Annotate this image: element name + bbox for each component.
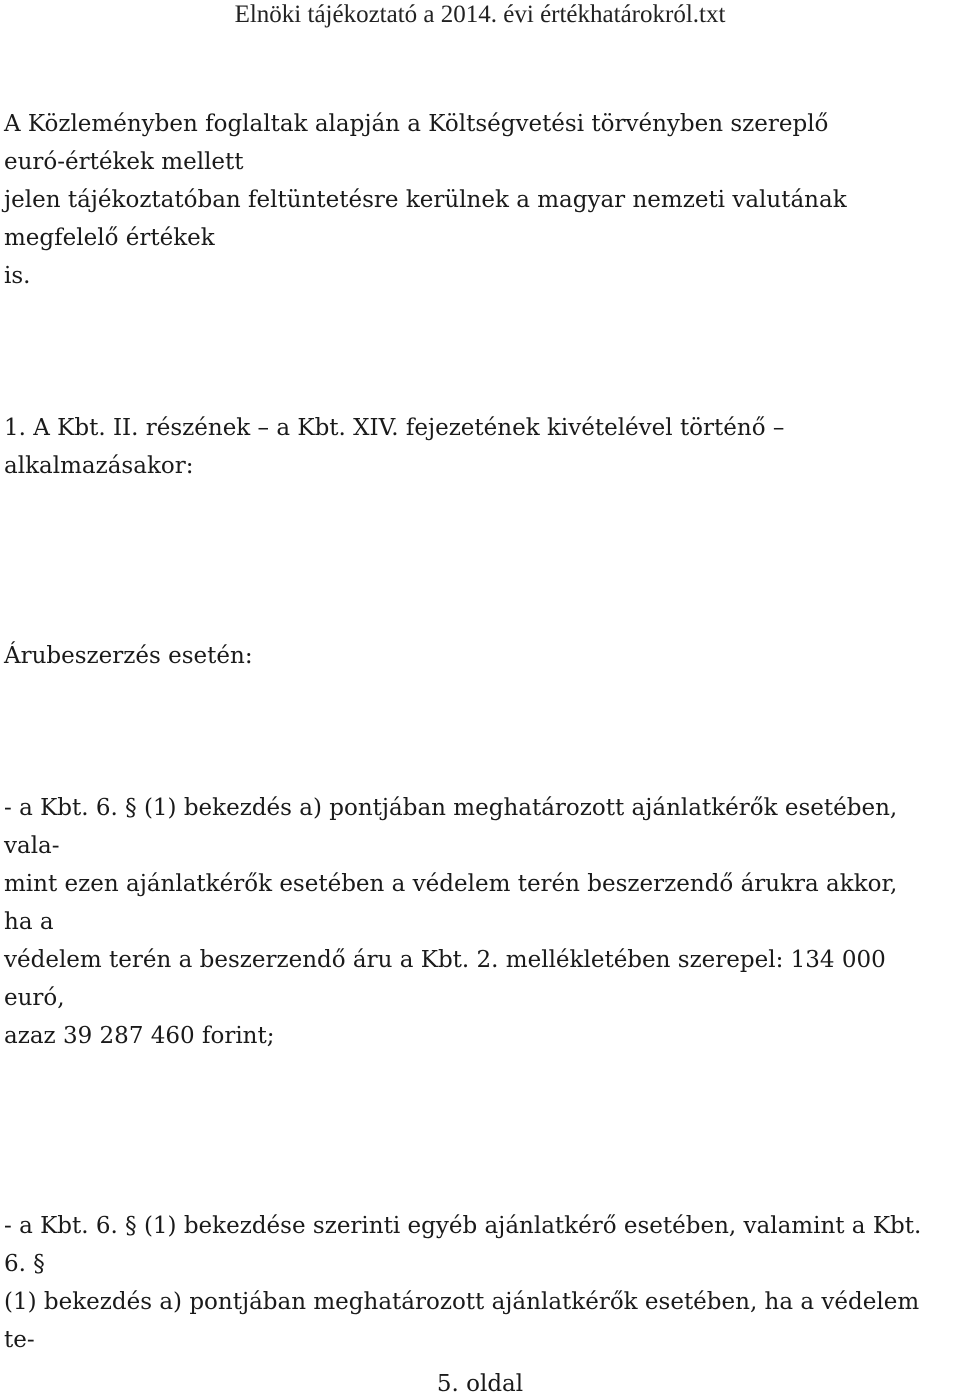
item2-line-3: (1) bekezdés a) pontjában meghatározott ajánlatkérők esetében, ha a védelem (4, 1289, 920, 1315)
intro-line-5: is. (4, 263, 31, 289)
item2-line-1: - a Kbt. 6. § (1) bekezdése szerinti egyéb ajánlatkérő esetében, valamint a Kbt. (4, 1213, 922, 1239)
section-heading-line-1: 1. A Kbt. II. részének – a Kbt. XIV. fejezetének kivételével történő – (4, 415, 785, 441)
item2-line-2: 6. § (4, 1251, 45, 1277)
item2-line-4: te- (4, 1327, 35, 1353)
item1-line-2: vala- (4, 833, 60, 859)
document-title: Elnöki tájékoztató a 2014. évi értékhatárokról.txt (234, 1, 726, 28)
item1-line-7: azaz 39 287 460 forint; (4, 1023, 275, 1049)
item1-line-6: euró, (4, 985, 65, 1011)
intro-line-3: jelen tájékoztatóban feltüntetésre kerülnek a magyar nemzeti valutának (4, 187, 847, 213)
section-heading-line-2: alkalmazásakor: (4, 453, 194, 479)
subheading: Árubeszerzés esetén: (4, 643, 253, 669)
item1-line-5: védelem terén a beszerzendő áru a Kbt. 2. mellékletében szerepel: 134 000 (4, 947, 886, 973)
intro-line-4: megfelelő értékek (4, 225, 215, 251)
intro-line-1: A Közleményben foglaltak alapján a Költségvetési törvényben szereplő (4, 111, 829, 137)
item1-line-3: mint ezen ajánlatkérők esetében a védelem terén beszerzendő árukra akkor, (4, 871, 898, 897)
item1-line-1: - a Kbt. 6. § (1) bekezdés a) pontjában meghatározott ajánlatkérők esetében, (4, 795, 898, 821)
item1-line-4: ha a (4, 909, 54, 935)
page-number: 5. oldal (436, 1371, 524, 1397)
intro-line-2: euró-értékek mellett (4, 149, 244, 175)
